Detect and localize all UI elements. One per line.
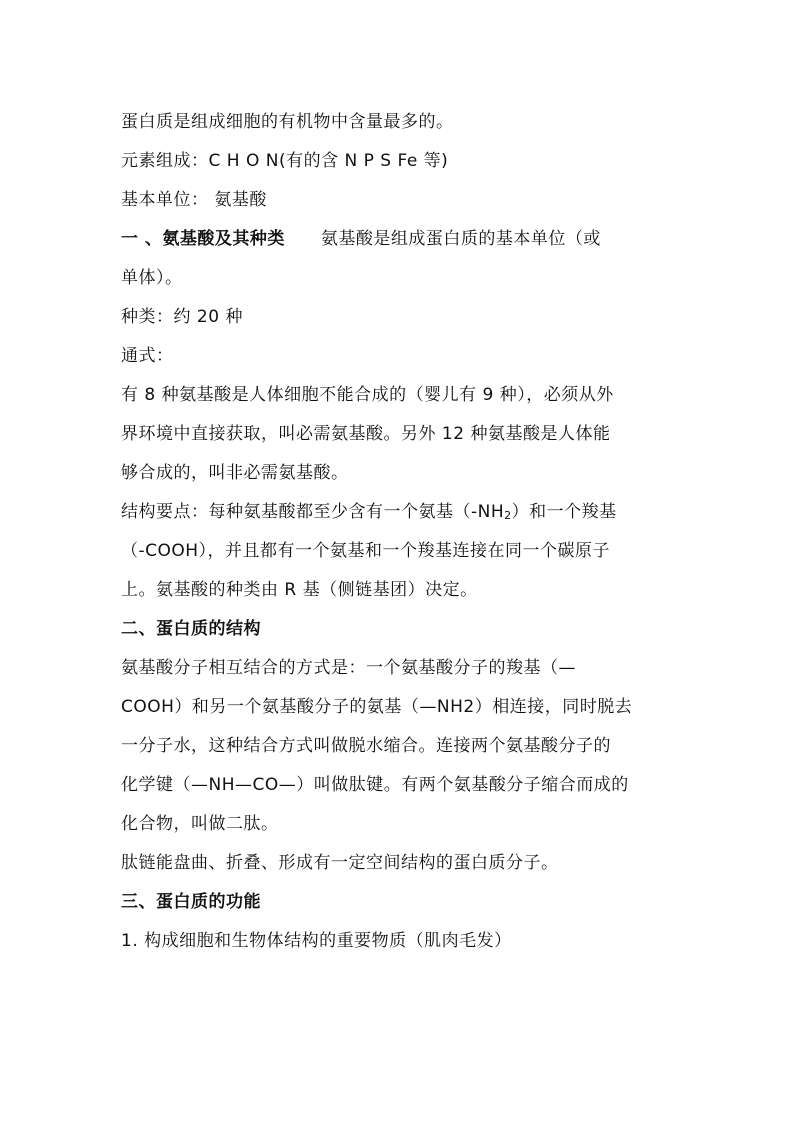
section-3-heading: 三、蛋白质的功能 [121, 892, 261, 912]
section-1-line [121, 220, 681, 259]
paragraph-bond-line-2: COOH）和另一个氨基酸分子的氨基（—NH2）相连接，同时脱去 [121, 697, 633, 717]
paragraph-essential-line-3: 够合成的，叫非必需氨基酸。 [121, 463, 349, 483]
section-1-intro-continued: 单体）。 [121, 268, 183, 288]
section-1-heading: 一 、氨基酸及其种类 [121, 229, 285, 249]
structure-text-pre: 结构要点：每种氨基酸都至少含有一个氨基（-NH [121, 502, 505, 522]
section-2-heading: 二、蛋白质的结构 [121, 619, 261, 639]
paragraph-bond-line-5: 化合物，叫做二肽。 [121, 814, 279, 834]
section-1-intro-text: 氨基酸是组成蛋白质的基本单位（或 [320, 229, 601, 249]
paragraph-structure-line-1 [121, 493, 681, 532]
subscript-2: 2 [504, 509, 512, 522]
paragraph-bond-line-3: 一分子水，这种结合方式叫做脱水缩合。连接两个氨基酸分子的 [121, 736, 611, 756]
paragraph-general-formula: 通式： [121, 346, 174, 366]
paragraph-folding: 肽链能盘曲、折叠、形成有一定空间结构的蛋白质分子。 [121, 853, 559, 873]
paragraph-elements: 元素组成：C H O N(有的含 N P S Fe 等) [121, 151, 449, 171]
paragraph-essential-line-2: 界环境中直接获取，叫必需氨基酸。另外 12 种氨基酸是人体能 [121, 424, 611, 444]
paragraph-bond-line-4: 化学键（—NH—CO—）叫做肽键。有两个氨基酸分子缩合而成的 [121, 775, 629, 795]
paragraph-structure-line-2: （-COOH），并且都有一个氨基和一个羧基连接在同一个碳原子 [121, 541, 611, 561]
paragraph-basic-unit: 基本单位： 氨基酸 [121, 190, 267, 210]
paragraph-essential-line-1: 有 8 种氨基酸是人体细胞不能合成的（婴儿有 9 种），必须从外 [121, 385, 614, 405]
paragraph-structure-line-3: 上。氨基酸的种类由 R 基（侧链基团）决定。 [121, 580, 478, 600]
structure-text-post: ）和一个羧基 [511, 502, 617, 522]
paragraph-protein-intro: 蛋白质是组成细胞的有机物中含量最多的。 [121, 112, 454, 132]
document-body [121, 103, 681, 961]
paragraph-kinds: 种类：约 20 种 [121, 307, 243, 327]
list-item-function-1: 1. 构成细胞和生物体结构的重要物质（肌肉毛发） [121, 931, 512, 951]
paragraph-bond-line-1: 氨基酸分子相互结合的方式是：一个氨基酸分子的羧基（— [121, 658, 576, 678]
